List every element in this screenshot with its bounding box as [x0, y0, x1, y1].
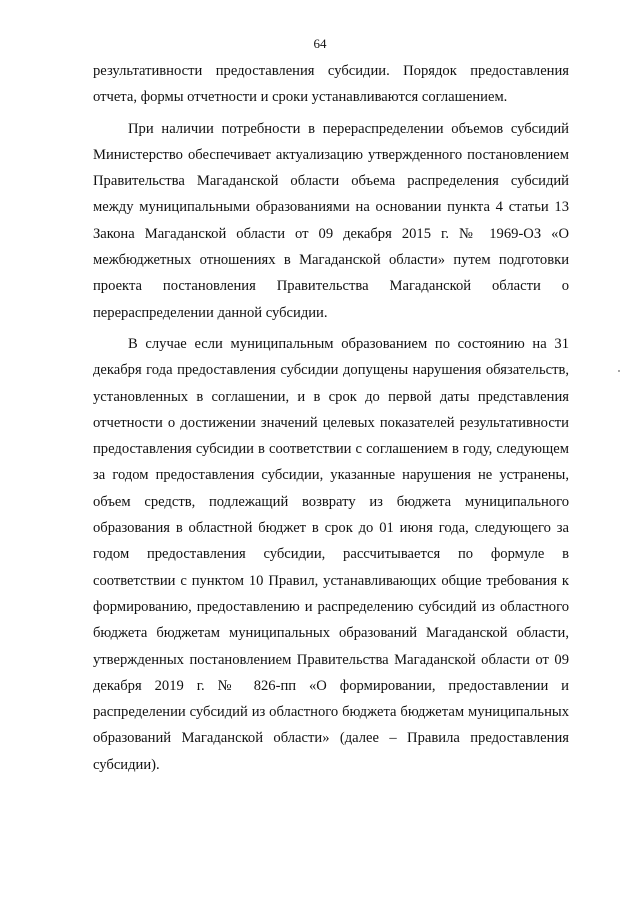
- paragraph-violations: В случае если муниципальным образованием по состоянию на 31 декабря года предоставления субсидии допущены нарушения обязательств, установленных в соглашении, и в срок до первой даты представления отчетности о достижении значений целевых показателей результативности предоставления субсидии в соответствии с соглашением в году, следующем за годом предоставления субсидии, указанные нарушения не устранены, объем средств, подлежащий возврату из бюджета муниципального образования в областной бюджет в срок до 01 июня года, следующего за годом предоставления субсидии, рассчитывается по формуле в соответствии с пунктом 10 Правил, устанавливающих общие требования к формированию, предоставлению и распределению субсидий из областного бюджета бюджетам муниципальных образований Магаданской области, утвержденных постановлением Правительства Магаданской области от 09 декабря 2019 г. № 826-пп «О формировании, предоставлении и распределении субсидий из областного бюджета бюджетам муниципальных образований Магаданской области» (далее – Правила предоставления субсидии).: [93, 335, 569, 773]
- paragraph-redistribution: При наличии потребности в перераспределении объемов субсидий Министерство обеспечивает актуализацию утвержденного постановлением Правительства Магаданской области объема распределения субсидий между муниципальными образованиями на основании пункта 4 статьи 13 Закона Магаданской области от 09 декабря 2015 г. № 1969-ОЗ «О межбюджетных отношениях в Магаданской области» путем подготовки проекта постановления Правительства Магаданской области о перераспределении данной субсидии.: [93, 120, 569, 321]
- document-body: [93, 58, 569, 778]
- page-number: 64: [313, 36, 327, 51]
- paragraph-continuation: результативности предоставления субсидии. Порядок предоставления отчета, формы отчетности и сроки устанавливаются соглашением.: [93, 63, 569, 106]
- scan-artifact-dot: [618, 370, 620, 372]
